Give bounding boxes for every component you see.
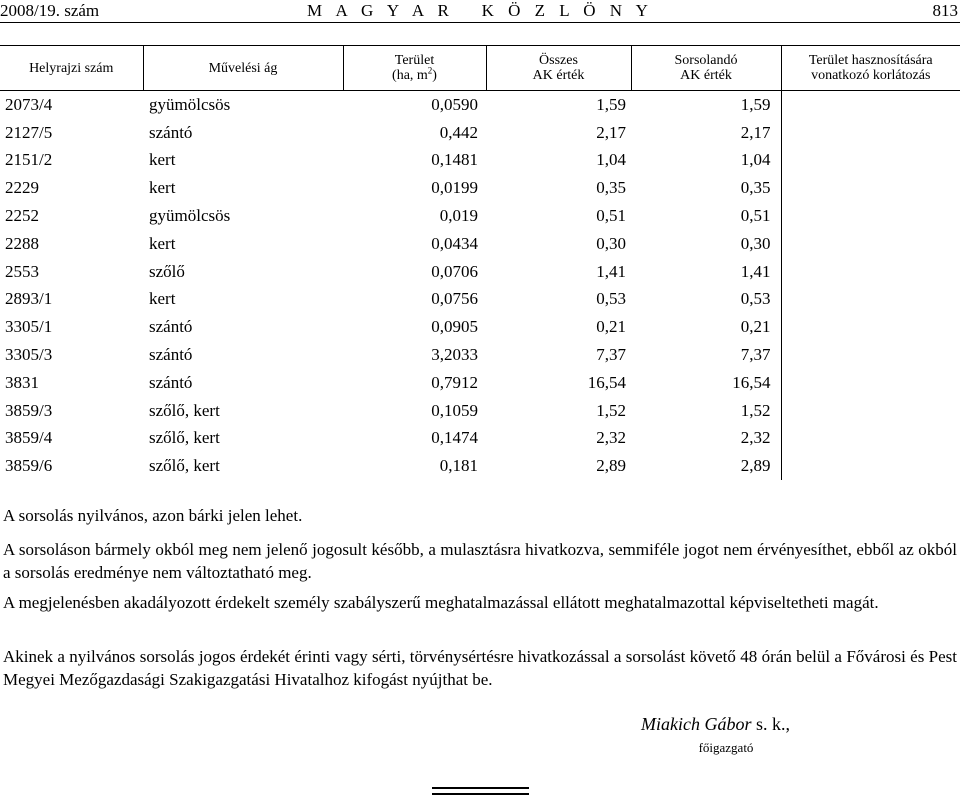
cell-cultivation: szőlő, kert [149, 400, 220, 420]
table-row [0, 286, 960, 314]
table-row [0, 91, 960, 119]
cell-cultivation: kert [149, 178, 176, 198]
cell-draw-ak: 1,04 [740, 150, 771, 170]
parcel-table [0, 45, 960, 480]
table-row [0, 397, 960, 425]
cell-parcel: 2229 [5, 178, 39, 198]
cell-area: 0,1474 [431, 428, 478, 448]
col-header-draw-ak: Sorsolandó AK érték [631, 46, 781, 91]
cell-total-ak: 0,35 [596, 178, 626, 198]
cell-restriction [781, 286, 960, 314]
cell-cultivation: szőlő [149, 261, 185, 281]
cell-total-ak: 1,41 [596, 261, 626, 281]
cell-cultivation: szántó [149, 345, 193, 365]
cell-restriction [781, 425, 960, 453]
cell-restriction [781, 341, 960, 369]
table-row [0, 425, 960, 453]
cell-area: 0,0756 [431, 289, 478, 309]
cell-area: 0,7912 [431, 372, 478, 392]
cell-total-ak: 1,59 [596, 94, 626, 114]
issue-number: 2008/19. szám [0, 1, 100, 20]
cell-total-ak: 2,89 [596, 456, 626, 476]
cell-area: 3,2033 [431, 345, 478, 365]
cell-parcel: 3831 [5, 372, 39, 392]
cell-draw-ak: 1,59 [740, 94, 771, 114]
publication-title: M A G Y A R K Ö Z L Ö N Y [307, 1, 653, 20]
table-row [0, 452, 960, 480]
cell-cultivation: kert [149, 289, 176, 309]
cell-restriction [781, 313, 960, 341]
cell-parcel: 3859/4 [5, 428, 53, 448]
cell-area: 0,181 [439, 456, 478, 476]
cell-cultivation: szántó [149, 372, 193, 392]
table-row [0, 119, 960, 147]
cell-area: 0,442 [439, 122, 478, 142]
table-row [0, 147, 960, 175]
cell-draw-ak: 0,35 [740, 178, 771, 198]
cell-draw-ak: 16,54 [732, 372, 771, 392]
signatory-title: főigazgató [698, 740, 754, 755]
cell-draw-ak: 2,17 [740, 122, 771, 142]
cell-restriction [781, 397, 960, 425]
cell-parcel: 2252 [5, 206, 39, 226]
signature [641, 714, 790, 735]
paragraph-objection: Akinek a nyilvános sorsolás jogos érdekét érinti vagy sérti, törvénysértésre hivatkozással a sorsolást követő 48 órán belül a Fővárosi és Pest Megyei Mezőgazdasági Szakigazgatási Hivatalhoz kifogást nyújthat be. [3, 647, 957, 689]
cell-total-ak: 0,53 [596, 289, 626, 309]
table-row [0, 230, 960, 258]
cell-total-ak: 0,30 [596, 233, 626, 253]
cell-area: 0,0199 [431, 178, 478, 198]
cell-draw-ak: 0,30 [740, 233, 771, 253]
cell-cultivation: szőlő, kert [149, 456, 220, 476]
cell-area: 0,019 [439, 206, 478, 226]
cell-parcel: 3305/3 [5, 345, 53, 365]
page-header [0, 0, 960, 24]
cell-total-ak: 16,54 [587, 372, 626, 392]
paragraph-absence: A sorsoláson bármely okból meg nem jelenő jogosult később, a mulasztásra hivatkozva, semmiféle jogot nem érvényesíthet, ebből az okból a sorsolás eredménye nem változtatható meg. [3, 540, 957, 582]
cell-draw-ak: 2,89 [740, 456, 771, 476]
cell-cultivation: kert [149, 150, 176, 170]
signatory-suffix: s. k., [751, 714, 790, 734]
cell-parcel: 3859/6 [5, 456, 53, 476]
cell-total-ak: 0,21 [596, 317, 626, 337]
cell-draw-ak: 1,52 [740, 400, 771, 420]
cell-restriction [781, 91, 960, 119]
paragraph-proxy: A megjelenésben akadályozott érdekelt személy szabályszerű meghatalmazással ellátott meghatalmazottal képviseltetheti magát. [3, 593, 879, 612]
col-header-cultivation: Művelési ág [143, 46, 343, 91]
cell-draw-ak: 1,41 [740, 261, 771, 281]
cell-total-ak: 7,37 [596, 345, 626, 365]
cell-restriction [781, 258, 960, 286]
cell-cultivation: gyümölcsös [149, 206, 231, 226]
cell-total-ak: 1,04 [596, 150, 626, 170]
cell-area: 0,0590 [431, 94, 478, 114]
signatory-name: Miakich Gábor [641, 714, 752, 734]
cell-area: 0,0434 [431, 233, 478, 253]
cell-draw-ak: 7,37 [740, 345, 771, 365]
cell-parcel: 2288 [5, 233, 39, 253]
cell-parcel: 2151/2 [5, 150, 53, 170]
cell-parcel: 3305/1 [5, 317, 53, 337]
cell-area: 0,0905 [431, 317, 478, 337]
cell-parcel: 2073/4 [5, 94, 53, 114]
cell-cultivation: szántó [149, 317, 193, 337]
cell-restriction [781, 147, 960, 175]
cell-parcel: 2893/1 [5, 289, 53, 309]
cell-restriction [781, 230, 960, 258]
page-number: 813 [932, 1, 958, 20]
cell-area: 0,1481 [431, 150, 478, 170]
cell-total-ak: 2,17 [596, 122, 626, 142]
paragraph-public: A sorsolás nyilvános, azon bárki jelen lehet. [3, 506, 303, 525]
col-header-total-ak: Összes AK érték [486, 46, 631, 91]
cell-cultivation: gyümölcsös [149, 94, 231, 114]
col-header-area: Terület (ha, $m^2$) [343, 46, 486, 91]
cell-draw-ak: 0,51 [740, 206, 771, 226]
cell-area: 0,1059 [431, 400, 478, 420]
table-row [0, 341, 960, 369]
cell-parcel: 3859/3 [5, 400, 53, 420]
cell-parcel: 2553 [5, 261, 39, 281]
cell-area: 0,0706 [431, 261, 478, 281]
cell-restriction [781, 202, 960, 230]
cell-draw-ak: 2,32 [740, 428, 771, 448]
cell-cultivation: szántó [149, 122, 193, 142]
table-row [0, 174, 960, 202]
cell-draw-ak: 0,53 [740, 289, 771, 309]
cell-restriction [781, 119, 960, 147]
header-rule [0, 22, 960, 23]
cell-total-ak: 0,51 [596, 206, 626, 226]
cell-total-ak: 2,32 [596, 428, 626, 448]
cell-cultivation: kert [149, 233, 176, 253]
footer-rule-bottom [432, 793, 529, 795]
cell-total-ak: 1,52 [596, 400, 626, 420]
cell-restriction [781, 452, 960, 480]
footer-rule-top [432, 787, 529, 789]
cell-draw-ak: 0,21 [740, 317, 771, 337]
table-row [0, 313, 960, 341]
table-row [0, 202, 960, 230]
cell-restriction [781, 174, 960, 202]
table-row [0, 258, 960, 286]
cell-restriction [781, 369, 960, 397]
cell-cultivation: szőlő, kert [149, 428, 220, 448]
table-row [0, 369, 960, 397]
table-header-row [0, 46, 960, 91]
cell-parcel: 2127/5 [5, 122, 53, 142]
col-header-restriction: Terület hasznosítására vonatkozó korlátozás [781, 46, 960, 91]
col-header-parcel: Helyrajzi szám [0, 46, 143, 91]
